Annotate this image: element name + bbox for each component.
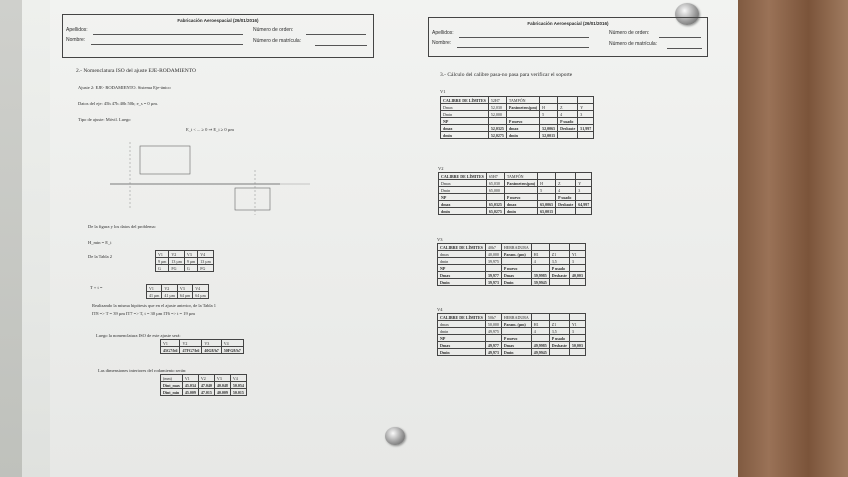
table-cell	[486, 194, 504, 201]
table-cell: Dmin	[438, 349, 486, 356]
table-cell: Dmin	[441, 111, 489, 118]
table-cell	[538, 173, 556, 180]
figura-text: De la figura y los datos del problema:	[88, 224, 156, 229]
table-header: V3	[202, 340, 221, 347]
table-cell: 3	[576, 187, 592, 194]
table-cell	[558, 132, 578, 139]
table-cell: Z1	[549, 321, 569, 328]
table-cell	[569, 349, 585, 356]
table-cell: 39,973	[485, 279, 501, 286]
table-cell: 51,997	[578, 125, 594, 132]
table-cell: 40,000	[485, 251, 501, 258]
table-cell	[485, 335, 501, 342]
table-cell: H1	[531, 321, 549, 328]
table-cell	[558, 97, 578, 104]
table-cell: 47.015	[198, 389, 214, 396]
table-cell	[578, 118, 594, 125]
table-cell: Z1	[549, 251, 569, 258]
table-cell: 49,9985	[531, 342, 549, 349]
table-cell: 47.040	[198, 382, 214, 389]
table-cell: 45G7/h6	[161, 347, 180, 354]
table-cell: 52,0015	[540, 132, 558, 139]
table-cell	[569, 265, 585, 272]
table-cell: CALIBRE DE LÍMITES	[441, 97, 489, 104]
table-cell: 52,000	[488, 111, 506, 118]
table-cell: 65,0065	[538, 201, 556, 208]
table-cell: 40.009	[214, 389, 230, 396]
table-cell: 49,973	[485, 349, 501, 356]
table-cell: 52,0325	[488, 125, 506, 132]
table-cell: 45.009	[182, 389, 198, 396]
table-cell: NP	[438, 265, 486, 272]
nombre-field[interactable]	[457, 47, 589, 48]
apellidos-label: Apellidos:	[66, 27, 88, 33]
table-cell: 40.048	[214, 382, 230, 389]
table-cell: 49,977	[485, 342, 501, 349]
table-cell: Desbaste	[556, 201, 576, 208]
table-cell	[504, 187, 537, 194]
table-cell: CALIBRE DE LÍMITES	[438, 244, 486, 251]
table-cell: G	[184, 265, 197, 272]
it-text: IT8 => T = 39 µm IT7 => T, t = 30 µm IT6 => t = 19 µm	[92, 311, 195, 316]
table-cell	[540, 97, 558, 104]
table-cell: dmin	[439, 208, 487, 215]
pushpin-icon	[385, 427, 405, 445]
table-cell: 50.054	[230, 382, 246, 389]
table-cell: Y1	[569, 321, 585, 328]
table-cell	[569, 279, 585, 286]
header-box-right	[428, 17, 708, 57]
num-matricula-field[interactable]	[667, 48, 702, 49]
table-cell: Dmin	[439, 187, 487, 194]
table-cell: H	[538, 180, 556, 187]
table-cell: 39,975	[485, 258, 501, 265]
table-cell: CALIBRE DE LÍMITES	[438, 314, 486, 321]
table-cell: 49,9945	[531, 349, 549, 356]
table-cell: Dint_max	[161, 382, 183, 389]
table-cell: FG	[169, 265, 184, 272]
header-box-left	[62, 14, 374, 58]
table-cell: 50.015	[230, 389, 246, 396]
table-cell: 65,0325	[486, 201, 504, 208]
table-cell	[549, 349, 569, 356]
table-cell: P nuevo	[501, 335, 531, 342]
table-cell: 50,003	[569, 342, 585, 349]
table-cell: 5	[540, 111, 558, 118]
table-cell	[578, 132, 594, 139]
table-cell: 64,997	[576, 201, 592, 208]
table-cell: dmax	[441, 125, 489, 132]
table-cell: Desbaste	[558, 125, 578, 132]
table-header: V4	[230, 375, 246, 382]
table-cell: 9 µm	[156, 258, 169, 265]
table-cell: 9 µm	[184, 258, 197, 265]
table-cell: 52,0275	[488, 132, 506, 139]
tabla2-label: De la Tabla 2	[88, 254, 112, 259]
table-cell: dmin	[506, 132, 539, 139]
table-cell: TAMPÓN	[504, 173, 537, 180]
section-title: 2.- Nomenclatura ISO del ajuste EJE-RODAMIENTO	[76, 68, 196, 74]
table-cell: 3	[578, 111, 594, 118]
table-cell: 45.034	[182, 382, 198, 389]
table-cell: Dmax	[501, 342, 531, 349]
condicion-text: E_i < ... ≥ 0 ⇒ E_i ≥ 0 µm	[186, 127, 234, 132]
table-cell	[576, 194, 592, 201]
apellidos-label: Apellidos:	[432, 30, 454, 36]
calibre-label: V2	[438, 166, 444, 171]
num-matricula-field[interactable]	[315, 45, 367, 46]
table-cell: Dmax	[438, 342, 486, 349]
table-cell: P usado	[558, 118, 578, 125]
table-cell: 4	[531, 258, 549, 265]
table-cell: 64 µm	[193, 292, 208, 299]
table-cell: Dmax	[441, 104, 489, 111]
table-header: V2	[162, 285, 177, 292]
table-cell	[501, 258, 531, 265]
table-cell: 40,003	[569, 272, 585, 279]
table-cell: P usado	[549, 265, 569, 272]
num-orden-label: Número de orden:	[253, 27, 294, 33]
table-cell: Y	[576, 180, 592, 187]
table-cell	[556, 208, 576, 215]
table-cell: P usado	[549, 335, 569, 342]
table-cell	[549, 314, 569, 321]
table-cell: P nuevo	[504, 194, 537, 201]
table-cell: 52,030	[488, 104, 506, 111]
datos-text: Datos del eje: 45h 47h 40h 50h; e_s = 0 µm.	[78, 101, 158, 106]
header-title: Fabricación Aeroespacial (26/01/2016)	[177, 18, 259, 23]
table-cell: Param. (µm)	[501, 251, 531, 258]
table-cell	[531, 265, 549, 272]
table-cell	[531, 244, 549, 251]
iso-table	[160, 339, 244, 354]
table-cell: Dmin	[501, 349, 531, 356]
table-cell: 65,0275	[486, 208, 504, 215]
table-header: (mm)	[161, 375, 183, 382]
num-orden-label: Número de orden:	[609, 30, 650, 36]
table-cell: Dmin	[438, 279, 486, 286]
apellidos-field[interactable]	[459, 37, 589, 38]
nombre-label: Nombre:	[66, 37, 86, 43]
table-cell: 50FG8/h7	[221, 347, 243, 354]
table-cell: HERRADURA	[501, 314, 531, 321]
table-cell: Desbaste	[549, 342, 569, 349]
table-cell: dmin	[438, 258, 486, 265]
table-cell: 13 µm	[169, 258, 184, 265]
table-header: V1	[147, 285, 162, 292]
table-header: V4	[221, 340, 243, 347]
table-cell: 64 µm	[177, 292, 192, 299]
calibre-table-v4	[437, 313, 586, 356]
table-cell: dmax	[438, 321, 486, 328]
table-cell: dmax	[439, 201, 487, 208]
table-cell: Dmax	[438, 272, 486, 279]
table-header: V1	[182, 375, 198, 382]
tt-label: T + t =	[90, 285, 103, 290]
table-cell: 4	[531, 328, 549, 335]
num-matricula-label: Número de matrícula:	[609, 41, 658, 47]
table-cell: Dmax	[439, 180, 487, 187]
table-cell	[501, 328, 531, 335]
table-cell: 52H7	[488, 97, 506, 104]
table-cell: 65H7	[486, 173, 504, 180]
table-header: V2	[169, 251, 184, 258]
table-cell: 40h7	[485, 244, 501, 251]
table-cell	[578, 97, 594, 104]
table-cell: 3,5	[549, 258, 569, 265]
table-cell: 41 µm	[162, 292, 177, 299]
table-cell: Z	[556, 180, 576, 187]
table-cell: Dint_min	[161, 389, 183, 396]
tolerance-diagram	[110, 140, 330, 220]
table-cell: 65,0015	[538, 208, 556, 215]
tabla2-table	[155, 250, 214, 272]
table-cell: dmin	[438, 328, 486, 335]
num-matricula-label: Número de matrícula:	[253, 38, 302, 44]
ajuste-text: Ajuste 2: EJE- RODAMIENTO. Sistema Eje-único	[78, 85, 171, 90]
table-cell	[531, 335, 549, 342]
table-cell: 39,9985	[531, 272, 549, 279]
nombre-label: Nombre:	[432, 40, 452, 46]
table-cell: FG	[198, 265, 213, 272]
table-cell: H	[540, 104, 558, 111]
table-header: V3	[177, 285, 192, 292]
table-cell: 3,5	[549, 328, 569, 335]
table-cell	[506, 111, 539, 118]
table-cell: Dmin	[501, 279, 531, 286]
table-cell: dmax	[438, 251, 486, 258]
num-orden-field[interactable]	[659, 37, 701, 38]
table-cell: 65,000	[486, 187, 504, 194]
table-cell: dmax	[504, 201, 537, 208]
table-cell: Dmax	[501, 272, 531, 279]
table-header: V1	[161, 340, 180, 347]
table-header: V3	[184, 251, 197, 258]
table-cell: NP	[438, 335, 486, 342]
section-title: 3.- Cálculo del calibre pasa-no pasa para verificar el soporte	[440, 72, 573, 78]
table-cell	[576, 208, 592, 215]
table-cell: P nuevo	[506, 118, 539, 125]
table-header: V4	[193, 285, 208, 292]
dimensions-table	[160, 374, 247, 396]
table-cell: P nuevo	[501, 265, 531, 272]
table-cell: 49,975	[485, 328, 501, 335]
table-cell: 4	[558, 111, 578, 118]
table-header: V1	[156, 251, 169, 258]
table-cell	[549, 244, 569, 251]
table-cell: Z	[558, 104, 578, 111]
table-cell: 39,977	[485, 272, 501, 279]
table-cell: NP	[441, 118, 489, 125]
table-cell	[569, 335, 585, 342]
table-cell	[569, 314, 585, 321]
table-cell: 50,000	[485, 321, 501, 328]
tt-table	[146, 284, 209, 299]
table-cell: P usado	[556, 194, 576, 201]
dimensiones-text: Las dimensiones interiores del rodamiento serán:	[98, 368, 187, 373]
table-cell	[485, 265, 501, 272]
table-cell: G	[156, 265, 169, 272]
header-title: Fabricación Aeroespacial (26/01/2016)	[527, 21, 609, 26]
nombre-field[interactable]	[91, 44, 243, 45]
calibre-table-v2	[438, 172, 592, 215]
apellidos-field[interactable]	[93, 34, 243, 35]
calibre-table-v3	[437, 243, 586, 286]
table-cell: dmax	[506, 125, 539, 132]
table-cell: Y	[578, 104, 594, 111]
table-cell	[576, 173, 592, 180]
table-cell	[531, 314, 549, 321]
table-cell: Desbaste	[549, 272, 569, 279]
table-header: V2	[198, 375, 214, 382]
table-cell	[538, 194, 556, 201]
table-cell: dmin	[504, 208, 537, 215]
table-cell: 50h7	[485, 314, 501, 321]
table-cell	[549, 279, 569, 286]
table-cell: 5	[538, 187, 556, 194]
table-cell	[569, 244, 585, 251]
calibre-label: V4	[437, 307, 443, 312]
calibre-label: V3	[437, 237, 443, 242]
table-cell: 13 µm	[198, 258, 213, 265]
table-cell: 52,0065	[540, 125, 558, 132]
table-cell: Y1	[569, 251, 585, 258]
table-cell: H1	[531, 251, 549, 258]
table-cell: HERRADURA	[501, 244, 531, 251]
table-cell: CALIBRE DE LÍMITES	[439, 173, 487, 180]
realizando-text: Realizando la misma hipótesis que en el ajuste anterior, de la Tabla 1	[92, 303, 217, 308]
hmin-text: H_min = E_i	[88, 240, 112, 245]
table-header: V3	[214, 375, 230, 382]
table-cell	[556, 173, 576, 180]
table-header: V4	[198, 251, 213, 258]
table-cell	[488, 118, 506, 125]
table-cell: 4	[556, 187, 576, 194]
table-cell: dmin	[441, 132, 489, 139]
luego-text: Luego la nomenclatura ISO de este ajuste será:	[96, 333, 181, 338]
tipo-text: Tipo de ajuste: Móvil. Luego	[78, 117, 131, 122]
calibre-table-v1	[440, 96, 594, 139]
table-cell: 47FG7/h6	[180, 347, 202, 354]
table-cell: Parámetros(µm)	[506, 104, 539, 111]
calibre-label: V1	[440, 89, 446, 94]
table-cell: 3	[569, 328, 585, 335]
table-cell: Param. (µm)	[501, 321, 531, 328]
table-cell: 40G8/h7	[202, 347, 221, 354]
table-cell: 41 µm	[147, 292, 162, 299]
table-header: V2	[180, 340, 202, 347]
table-cell: Parámetros(µm)	[504, 180, 537, 187]
num-orden-field[interactable]	[306, 34, 366, 35]
table-cell: 3	[569, 258, 585, 265]
table-cell: 65,030	[486, 180, 504, 187]
table-cell: NP	[439, 194, 487, 201]
table-cell: 39,9945	[531, 279, 549, 286]
table-cell	[540, 118, 558, 125]
table-cell: TAMPÓN	[506, 97, 539, 104]
